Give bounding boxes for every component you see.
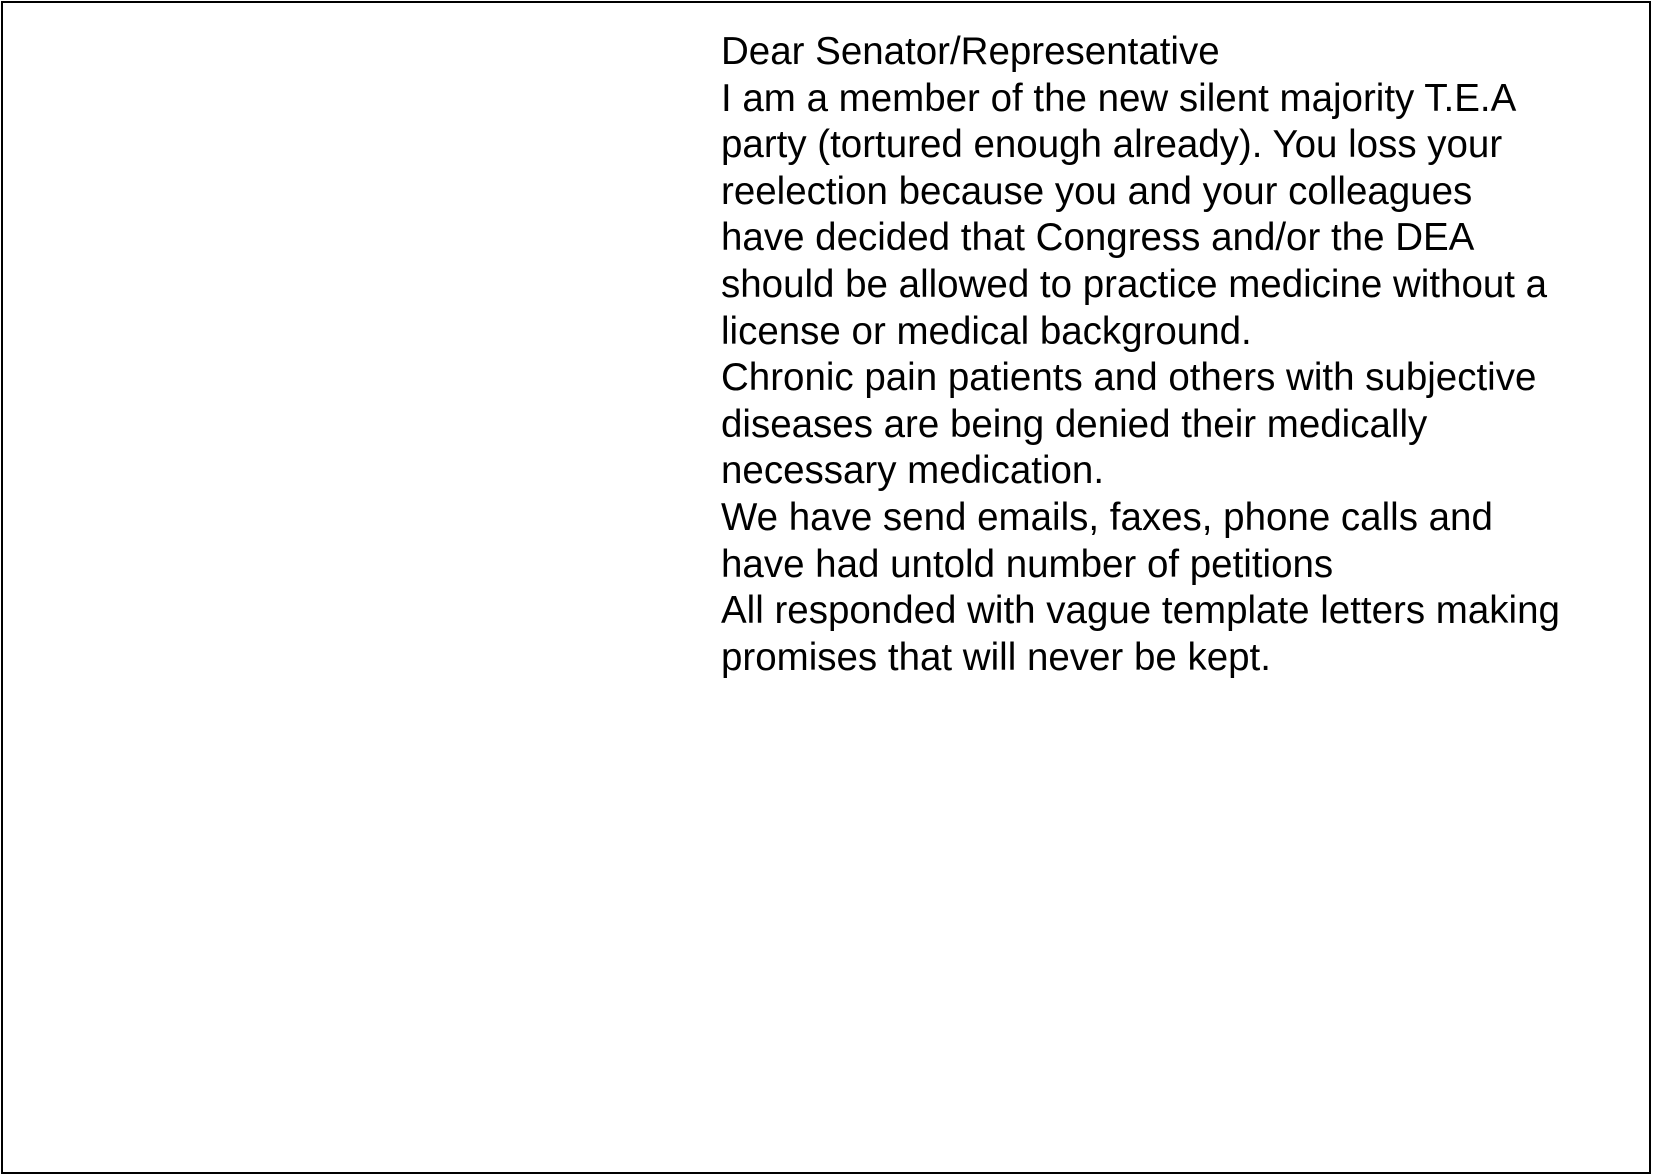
letter-line: We have send emails, faxes, phone calls and (721, 495, 1493, 539)
letter-line: reelection because you and your colleagues (721, 169, 1473, 213)
letter-line: have had untold number of petitions (721, 542, 1334, 586)
letter-line: should be allowed to practice medicine without a (721, 262, 1548, 306)
letter-line: All responded with vague template letters making (721, 589, 1560, 633)
letter-line: I am a member of the new silent majority T.E.A (721, 76, 1517, 120)
letter-line: license or medical background. (721, 309, 1252, 353)
postcard-frame (1, 1, 1651, 1174)
letter-line: necessary medication. (721, 449, 1105, 493)
salutation: Dear Senator/Representative (721, 30, 1220, 73)
letter-line: Chronic pain patients and others with subjective (721, 356, 1537, 400)
letter-line: have decided that Congress and/or the DEA (721, 216, 1475, 260)
letter-line: promises that will never be kept. (721, 635, 1271, 679)
letter-text (721, 29, 1643, 681)
letter-line: diseases are being denied their medically (721, 402, 1428, 446)
letter-line: party (tortured enough already). You loss your (721, 123, 1503, 167)
